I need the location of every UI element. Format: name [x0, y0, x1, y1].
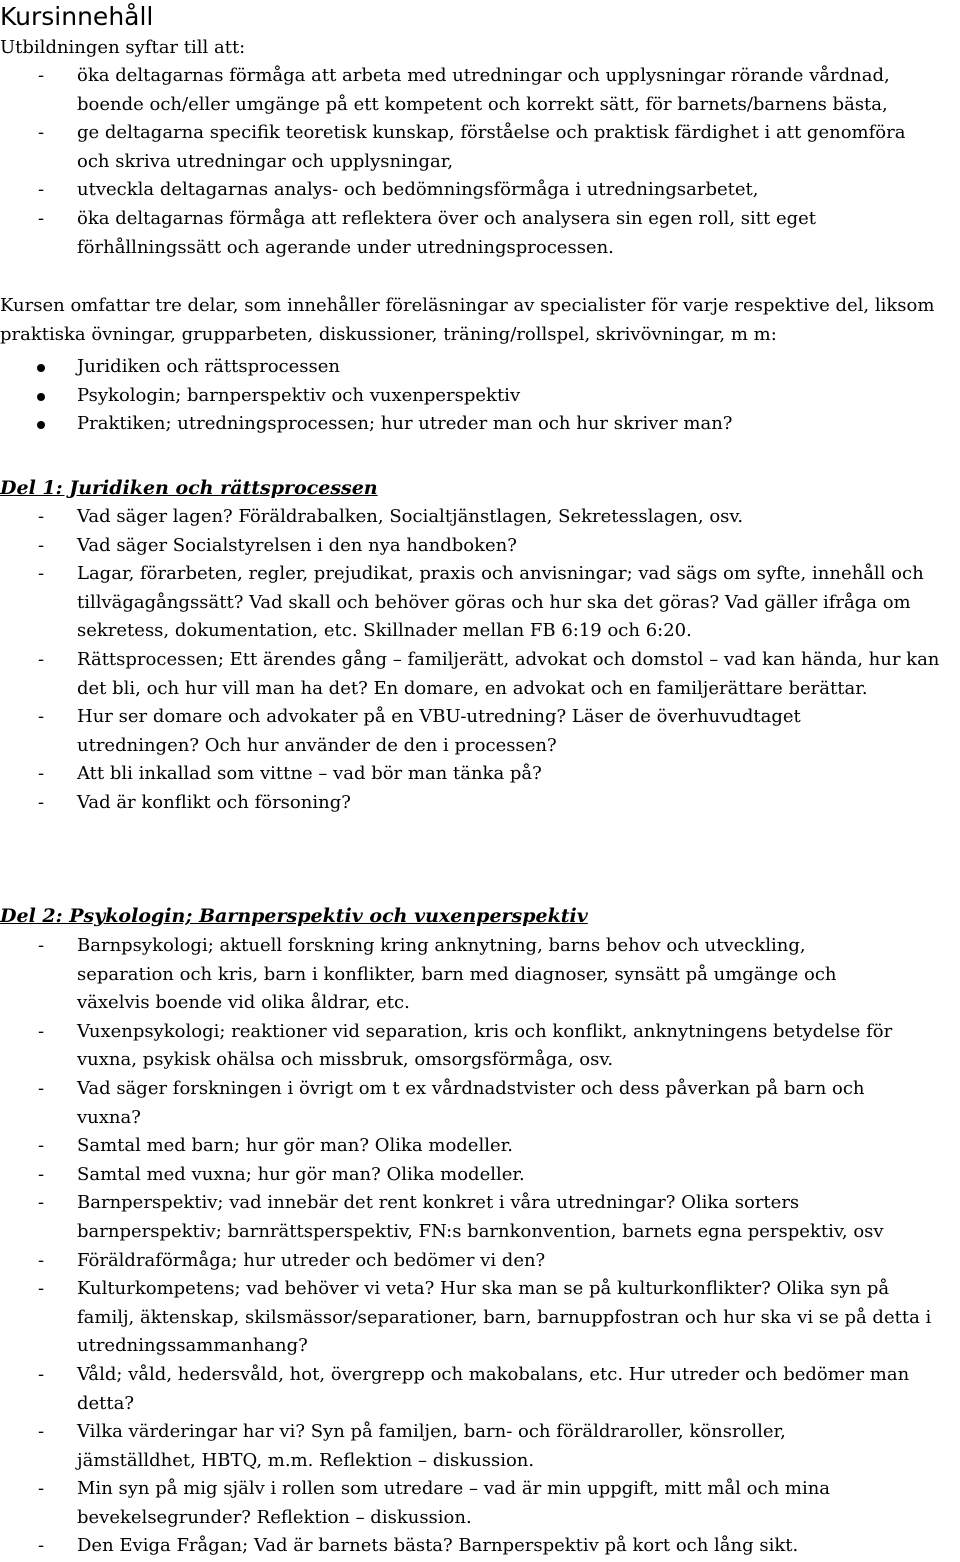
list-item: - Vilka värderingar har vi? Syn på familjen, barn- och föräldraroller, könsroller, jämställdhet, HBTQ, m.m. Reflektion – diskussion.	[0, 1418, 842, 1475]
list-item: - Samtal med barn; hur gör man? Olika modeller.	[0, 1132, 950, 1161]
list-item: Praktiken; utredningsprocessen; hur utreder man och hur skriver man?	[0, 410, 950, 439]
list-item: - utveckla deltagarnas analys- och bedömningsförmåga i utredningsarbetet,	[0, 176, 950, 205]
list-item: - Samtal med vuxna; hur gör man? Olika modeller.	[0, 1161, 950, 1190]
list-item: - Vad säger lagen? Föräldrabalken, Socialtjänstlagen, Sekretesslagen, osv.	[0, 503, 950, 532]
del1-list	[0, 503, 950, 818]
list-item: - ge deltagarna specifik teoretisk kunskap, förståelse och praktisk färdighet i att genomföra och skriva utredningar och upplysningar,	[0, 119, 927, 176]
goals-list	[0, 62, 950, 262]
list-item: Juridiken och rättsprocessen	[0, 353, 950, 382]
list-item: Psykologin; barnperspektiv och vuxenperspektiv	[0, 382, 950, 411]
list-item: - Vad är konflikt och försoning?	[0, 789, 950, 818]
list-item: - Den Eviga Frågan; Vad är barnets bästa? Barnperspektiv på kort och lång sikt.	[0, 1532, 950, 1561]
list-item: - öka deltagarnas förmåga att reflektera över och analysera sin egen roll, sitt eget förhållningssätt och agerande under utredningsprocessen.	[0, 205, 877, 262]
list-item: - Vad säger forskningen i övrigt om t ex vårdnadstvister och dess påverkan på barn och vuxna?	[0, 1075, 922, 1132]
course-description: Kursen omfattar tre delar, som innehåller föreläsningar av specialister för varje respektive del, liksom praktiska övningar, grupparbeten, diskussioner, träning/rollspel, skrivövningar, m m:	[0, 295, 935, 345]
list-item: - Att bli inkallad som vittne – vad bör man tänka på?	[0, 760, 950, 789]
list-item: - Barnperspektiv; vad innebär det rent konkret i våra utredningar? Olika sorters barnperspektiv; barnrättsperspektiv, FN:s barnkonvention, barnets egna perspektiv, osv	[0, 1189, 947, 1246]
list-item: - Våld; våld, hedersvåld, hot, övergrepp och makobalans, etc. Hur utreder och bedömer man detta?	[0, 1361, 927, 1418]
list-item: - Min syn på mig själv i rollen som utredare – vad är min uppgift, mitt mål och mina bevekelsegrunder? Reflektion – diskussion.	[0, 1475, 922, 1532]
del2-list	[0, 932, 950, 1561]
list-item: - Rättsprocessen; Ett ärendes gång – familjerätt, advokat och domstol – vad kan hända, hur kan det bli, och hur vill man ha det? En domare, en advokat och en familjerättare berättar.	[0, 646, 960, 703]
goals-intro: Utbildningen syftar till att:	[0, 37, 246, 58]
list-item: - Lagar, förarbeten, regler, prejudikat, praxis och anvisningar; vad sägs om syfte, innehåll och tillvägagångssätt? Vad skall och behöver göras och hur ska det göras? Vad gäller ifråga om sekretess, dokumentation, etc. Skillnader mellan FB 6:19 och 6:20.	[0, 560, 937, 646]
list-item: - Hur ser domare och advokater på en VBU-utredning? Läser de överhuvudtaget utredningen? Och hur använder de den i processen?	[0, 703, 877, 760]
page-title: Kursinnehåll	[0, 2, 154, 31]
section-title-del1: Del 1: Juridiken och rättsprocessen	[0, 477, 378, 499]
section-title-del2: Del 2: Psykologin; Barnperspektiv och vuxenperspektiv	[0, 905, 588, 927]
course-parts-list	[0, 353, 950, 439]
list-item: - Föräldraförmåga; hur utreder och bedömer vi den?	[0, 1247, 950, 1276]
list-item: - öka deltagarnas förmåga att arbeta med utredningar och upplysningar rörande vårdnad, boende och/eller umgänge på ett kompetent och korrekt sätt, för barnets/barnens bästa,	[0, 62, 917, 119]
list-item: - Kulturkompetens; vad behöver vi veta? Hur ska man se på kulturkonflikter? Olika syn på familj, äktenskap, skilsmässor/separationer, barn, barnuppfostran och hur ska vi se på detta i utredningssammanhang?	[0, 1275, 947, 1361]
list-item: - Vad säger Socialstyrelsen i den nya handboken?	[0, 532, 950, 561]
list-item: - Vuxenpsykologi; reaktioner vid separation, kris och konflikt, anknytningens betydelse för vuxna, psykisk ohälsa och missbruk, omsorgsförmåga, osv.	[0, 1018, 952, 1075]
list-item: - Barnpsykologi; aktuell forskning kring anknytning, barns behov och utveckling, separation och kris, barn i konflikter, barn med diagnoser, synsätt på umgänge och växelvis boende vid olika åldrar, etc.	[0, 932, 892, 1018]
